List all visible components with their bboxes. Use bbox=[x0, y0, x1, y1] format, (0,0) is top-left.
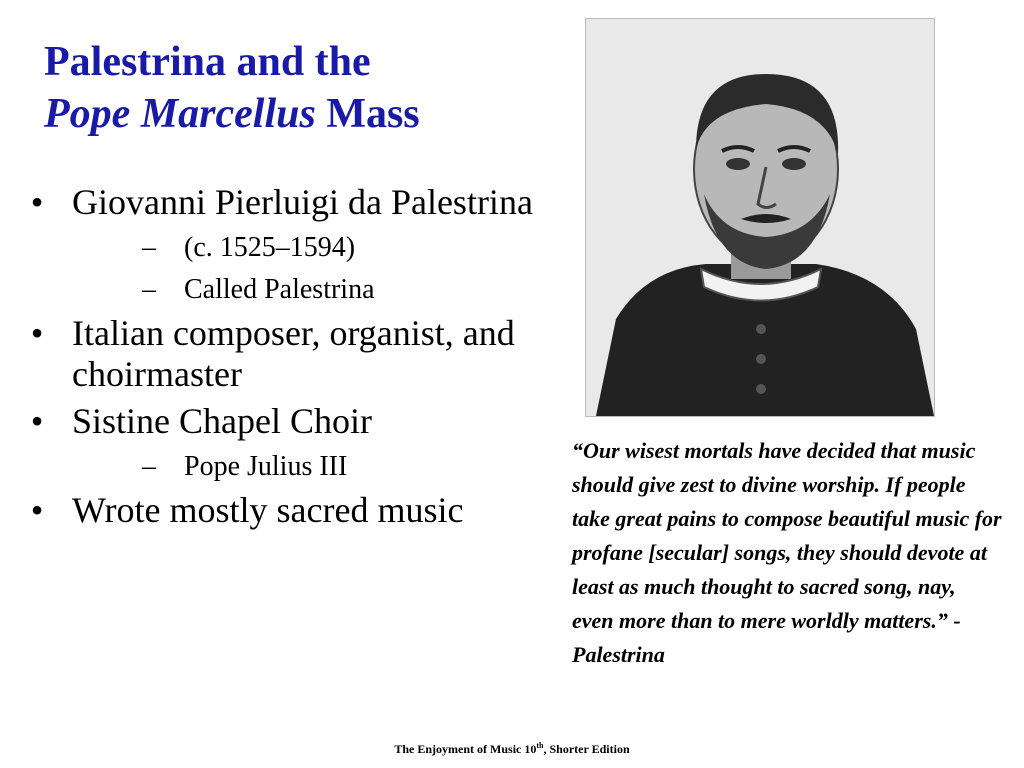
sub-bullet-called bbox=[22, 273, 562, 307]
sub-bullet-dates bbox=[22, 231, 562, 265]
title-line-1: Palestrina and the bbox=[44, 39, 371, 85]
title-italic-part: Pope Marcellus bbox=[44, 91, 316, 137]
sub-bullet-pope-julius bbox=[22, 450, 562, 484]
bullet-item-sistine-choir bbox=[22, 401, 562, 442]
bullet-text: Italian composer, organist, and choirmaster bbox=[72, 313, 515, 394]
palestrina-quote: “Our wisest mortals have decided that music should give zest to divine worship. If people take great pains to compose beautiful music for profane [secular] songs, they should devote at least as much thought to sacred song, nay, even more than to mere worldly matters.” - Palestrina bbox=[572, 438, 1002, 667]
title-rest-part: Mass bbox=[315, 91, 420, 137]
footer-text-before: The Enjoyment of Music 10 bbox=[394, 742, 537, 756]
portrait-drawing bbox=[586, 19, 934, 416]
bullet-text: Sistine Chapel Choir bbox=[72, 401, 372, 441]
footer-superscript: th bbox=[536, 741, 544, 750]
bullet-icon: • bbox=[30, 313, 44, 353]
bullet-text: Wrote mostly sacred music bbox=[72, 490, 464, 530]
sub-bullet-text: Pope Julius III bbox=[184, 451, 348, 482]
footer-text-after: , Shorter Edition bbox=[543, 742, 630, 756]
bullet-item-sacred-music bbox=[22, 490, 562, 531]
slide-title bbox=[44, 36, 564, 140]
sub-bullet-text: (c. 1525–1594) bbox=[184, 232, 356, 263]
bullet-list bbox=[22, 182, 562, 537]
dash-icon: – bbox=[142, 451, 156, 482]
bullet-icon: • bbox=[30, 401, 44, 441]
sub-bullet-text: Called Palestrina bbox=[184, 274, 375, 305]
bullet-item-italian-composer bbox=[22, 313, 562, 395]
footer-citation bbox=[0, 741, 1024, 757]
dash-icon: – bbox=[142, 232, 156, 263]
bullet-icon: • bbox=[30, 490, 44, 530]
bullet-item-composer-name bbox=[22, 182, 562, 223]
dash-icon: – bbox=[142, 274, 156, 305]
bullet-text: Giovanni Pierluigi da Palestrina bbox=[72, 182, 533, 222]
palestrina-portrait-image bbox=[585, 18, 935, 417]
title-line-2 bbox=[44, 88, 564, 140]
bullet-icon: • bbox=[30, 182, 44, 222]
